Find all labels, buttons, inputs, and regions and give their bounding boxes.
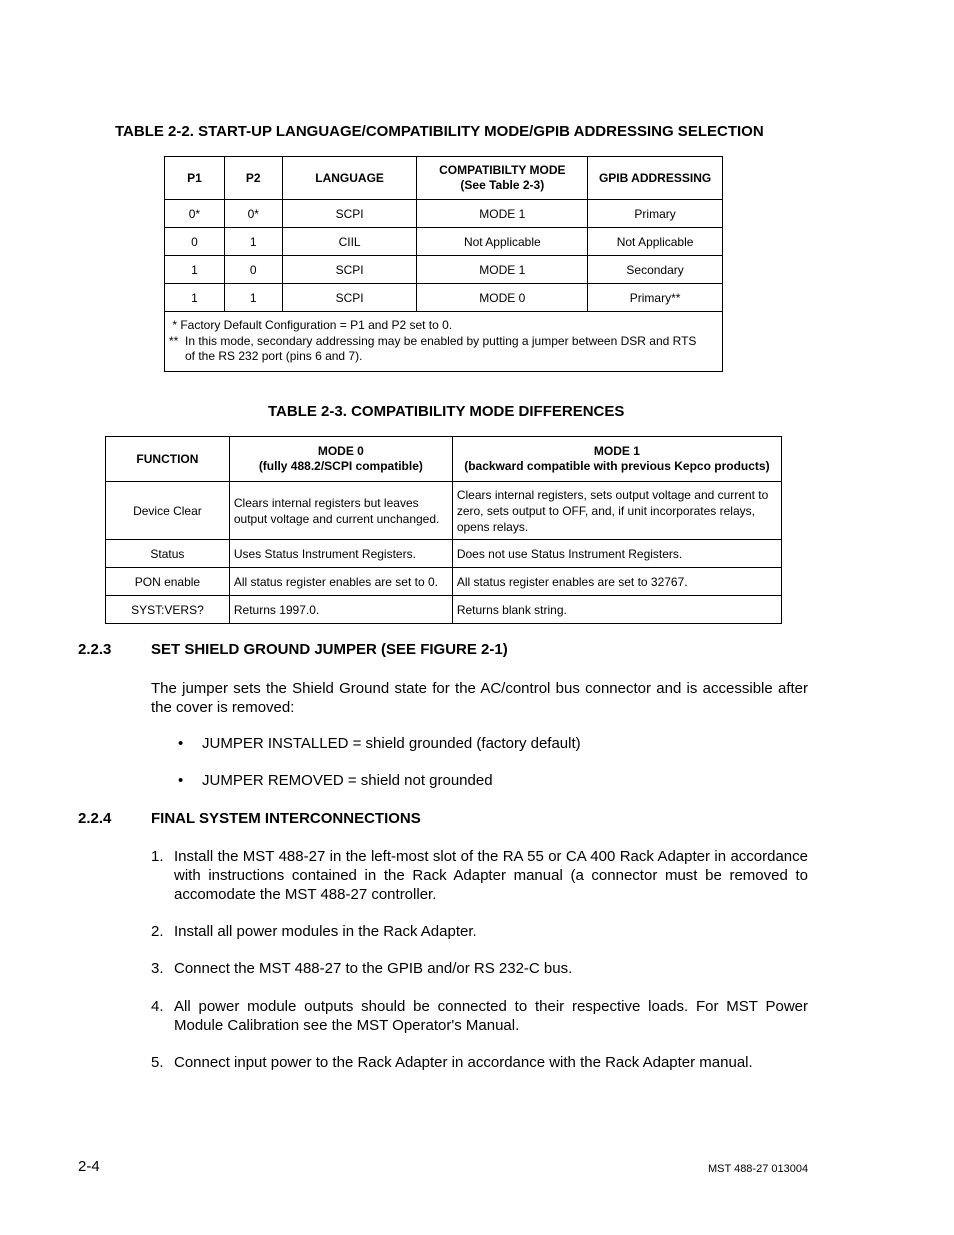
note-line: In this mode, secondary addressing may be enabled by putting a jumper between DSR and RTS (185, 333, 697, 348)
cell: SCPI (282, 200, 417, 228)
step-number: 5. (151, 1054, 164, 1071)
step-text: Install the MST 488-27 in the left-most slot of the RA 55 or CA 400 Rack Adapter in accordance with instructions contained in the Rack Adapter manual (a connector must be removed to accomodate the MST 488-27 controller. (174, 848, 808, 903)
table-row (165, 256, 723, 284)
step-number: 1. (151, 848, 164, 865)
cell-mode0: All status register enables are set to 0. (229, 568, 452, 596)
header-mode1-l2: (backward compatible with previous Kepco products) (464, 459, 770, 473)
cell: Not Applicable (588, 228, 723, 256)
note-secondary-addressing (169, 334, 718, 365)
header-mode0-l2: (fully 488.2/SCPI compatible) (258, 459, 423, 473)
cell: 0* (224, 200, 282, 228)
cell-mode1: Returns blank string. (452, 596, 781, 624)
document-id: MST 488-27 013004 (708, 1163, 809, 1175)
cell: MODE 0 (417, 284, 588, 312)
bullet-jumper-installed: JUMPER INSTALLED = shield grounded (factory default) (202, 735, 581, 752)
step-text: Connect the MST 488-27 to the GPIB and/or RS 232-C bus. (174, 960, 573, 977)
cell: CIIL (282, 228, 417, 256)
cell: 0* (165, 200, 225, 228)
cell-mode1: All status register enables are set to 32767. (452, 568, 781, 596)
section-2-2-4-title: FINAL SYSTEM INTERCONNECTIONS (151, 810, 421, 827)
bullet-icon: • (178, 772, 184, 789)
cell: MODE 1 (417, 256, 588, 284)
table-2-2-title: TABLE 2-2. START-UP LANGUAGE/COMPATIBILITY MODE/GPIB ADDRESSING SELECTION (115, 123, 764, 140)
cell: 1 (224, 228, 282, 256)
header-mode1-l1: MODE 1 (593, 444, 640, 458)
table-row (165, 200, 723, 228)
cell: 0 (224, 256, 282, 284)
table-row (165, 284, 723, 312)
section-2-2-3-number: 2.2.3 (78, 641, 112, 658)
header-compat-mode-l1: COMPATIBILTY MODE (439, 163, 566, 177)
cell-function: Status (106, 540, 230, 568)
header-p2: P2 (224, 157, 282, 200)
note-line: of the RS 232 port (pins 6 and 7). (185, 349, 363, 364)
note-factory-default: * Factory Default Configuration = P1 and P2 set to 0. (169, 318, 453, 333)
step-number: 2. (151, 923, 164, 940)
step-text: Connect input power to the Rack Adapter in accordance with the Rack Adapter manual. (174, 1054, 753, 1071)
step-text: Install all power modules in the Rack Adapter. (174, 923, 477, 940)
table-row (106, 596, 782, 624)
cell-function: PON enable (106, 568, 230, 596)
cell: 1 (224, 284, 282, 312)
cell-mode1: Clears internal registers, sets output voltage and current to zero, sets output to OFF, and, if unit incorporates relays, opens relays. (452, 482, 781, 540)
cell: Primary** (588, 284, 723, 312)
table-row (106, 568, 782, 596)
cell-mode0: Returns 1997.0. (229, 596, 452, 624)
cell: Not Applicable (417, 228, 588, 256)
bullet-jumper-removed: JUMPER REMOVED = shield not grounded (202, 772, 493, 789)
header-gpib-addressing: GPIB ADDRESSING (588, 157, 723, 200)
table-row (106, 540, 782, 568)
cell: SCPI (282, 256, 417, 284)
note-marker: ** (169, 333, 179, 348)
cell: SCPI (282, 284, 417, 312)
bullet-icon: • (178, 735, 184, 752)
section-2-2-3-paragraph: The jumper sets the Shield Ground state for the AC/control bus connector and is accessible after the cover is removed: (151, 680, 808, 716)
cell: Secondary (588, 256, 723, 284)
step-text: All power module outputs should be connected to their respective loads. For MST Power Module Calibration see the MST Operator's Manual. (174, 998, 808, 1034)
table-row (165, 228, 723, 256)
cell-mode0: Clears internal registers but leaves output voltage and current unchanged. (229, 482, 452, 540)
cell-mode0: Uses Status Instrument Registers. (229, 540, 452, 568)
table-notes-row (165, 312, 723, 372)
cell-function: SYST:VERS? (106, 596, 230, 624)
table-header-row (106, 437, 782, 482)
header-mode0-l1: MODE 0 (317, 444, 364, 458)
page-number: 2-4 (78, 1158, 100, 1175)
table-2-3-title: TABLE 2-3. COMPATIBILITY MODE DIFFERENCES (268, 403, 625, 420)
table-row (106, 482, 782, 540)
section-2-2-3-title: SET SHIELD GROUND JUMPER (SEE FIGURE 2-1) (151, 641, 508, 658)
header-mode0 (229, 437, 452, 482)
header-p1: P1 (165, 157, 225, 200)
table-header-row (165, 157, 723, 200)
cell: 1 (165, 284, 225, 312)
table-2-2 (164, 156, 723, 372)
cell-function: Device Clear (106, 482, 230, 540)
cell: MODE 1 (417, 200, 588, 228)
table-notes (165, 312, 723, 372)
table-2-3 (105, 436, 782, 624)
header-compat-mode-l2: (See Table 2-3) (460, 178, 545, 192)
header-mode1 (452, 437, 781, 482)
step-number: 3. (151, 960, 164, 977)
cell: 1 (165, 256, 225, 284)
header-function: FUNCTION (106, 437, 230, 482)
cell: Primary (588, 200, 723, 228)
header-language: LANGUAGE (282, 157, 417, 200)
header-compat-mode (417, 157, 588, 200)
cell-mode1: Does not use Status Instrument Registers. (452, 540, 781, 568)
note-text (185, 334, 696, 365)
cell: 0 (165, 228, 225, 256)
step-number: 4. (151, 998, 164, 1015)
section-2-2-4-number: 2.2.4 (78, 810, 112, 827)
